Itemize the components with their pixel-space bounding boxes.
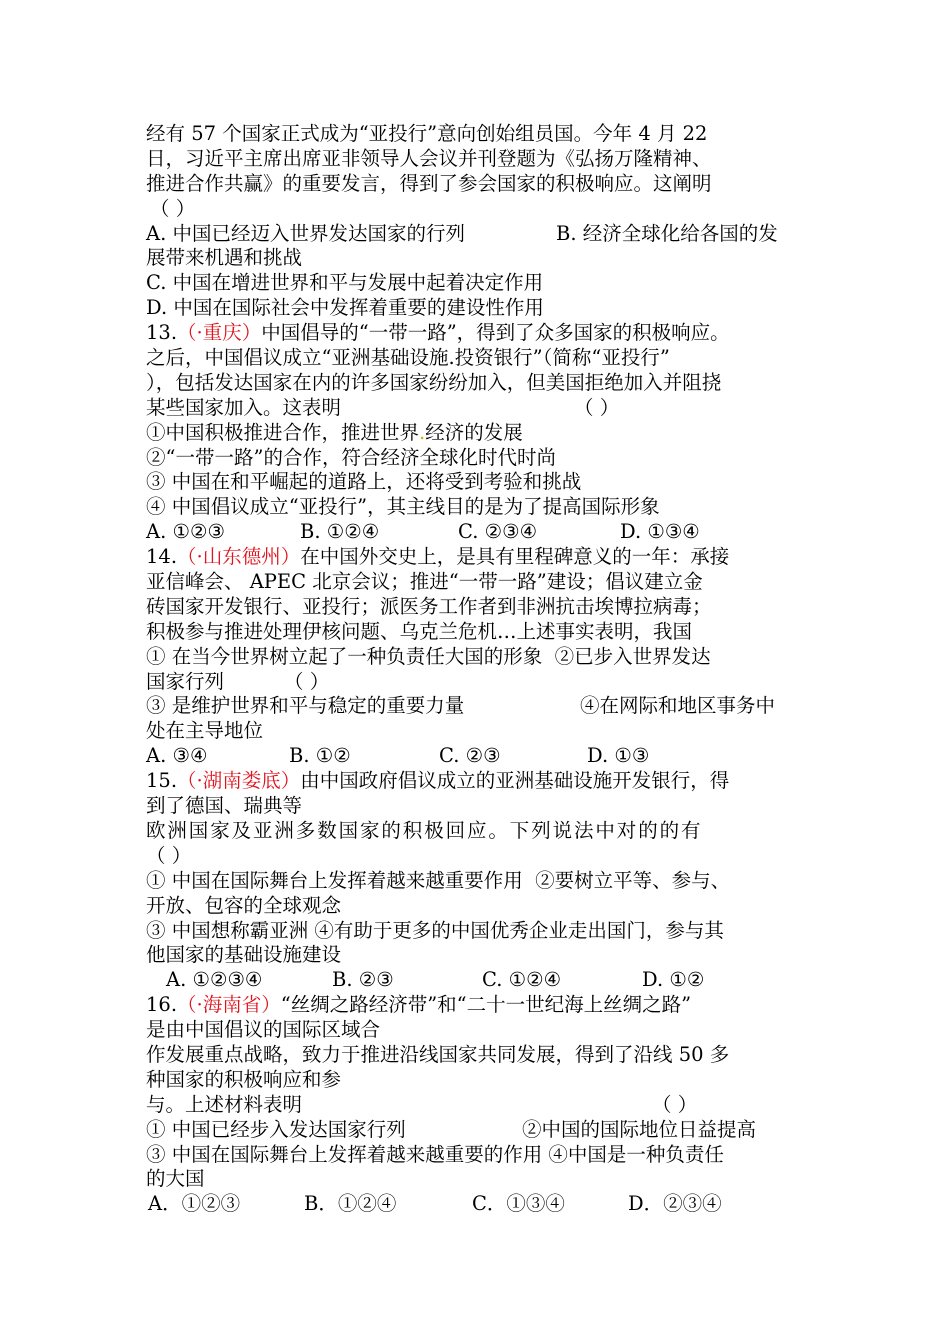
intro-line: 推进合作共赢》的重要发言，得到了参会国家的积极响应。这阐明 [146, 171, 712, 195]
choice-a: A. ①②③ [146, 520, 225, 544]
question-number: 13. [146, 321, 178, 345]
option-row [146, 222, 816, 247]
answer-paren: （ ） [574, 395, 620, 419]
statement-3: ③ 是维护世界和平与稳定的重要力量 [146, 694, 465, 718]
statement-3: ③ 中国在国际舞台上发挥着越来越重要的作用 [146, 1142, 543, 1166]
answer-paren: （ ） [652, 1092, 698, 1116]
choice-c: C. ②③ [439, 744, 501, 768]
choice-d: D. ①② [642, 968, 705, 992]
choice-c: C．①③④ [472, 1192, 565, 1216]
choice-b: B. ①② [289, 744, 351, 768]
option-a: A. 中国已经迈入世界发达国家的行列 [146, 221, 465, 245]
question-16-stem [146, 993, 816, 1018]
choice-a: A．①②③ [148, 1192, 241, 1216]
statement-2: ②“一带一路”的合作，符合经济全球化时代时尚 [146, 445, 556, 469]
question-text-line: 种国家的积极响应和参 [146, 1067, 342, 1091]
question-text-line [146, 396, 816, 421]
choice-b: B. ①②④ [300, 520, 380, 544]
answer-paren-text: （ ） [150, 196, 196, 220]
question-text: 某些国家加入。这表明 [146, 395, 342, 419]
answer-paren: （ ） [146, 843, 192, 867]
choice-c: C. ②③④ [458, 520, 538, 544]
statement-2-cont: 开放、包容的全球观念 [146, 893, 342, 917]
question-text-line: 是由中国倡议的国际区域合 [146, 1018, 381, 1042]
choice-row [146, 520, 816, 545]
statement-4-cont: 的大国 [146, 1167, 205, 1191]
intro-line: 日，习近平主席出席亚非领导人会议并刊登题为《弘扬万隆精神、 [146, 146, 712, 170]
question-source: （·湖南娄底） [177, 769, 301, 793]
statement-row [146, 645, 816, 670]
option-d: D. 中国在国际社会中发挥着重要的建设性作用 [146, 296, 544, 320]
question-text: 在中国外交史上，是具有里程碑意义的一年：承接 [300, 545, 730, 569]
choice-c: C. ①②④ [482, 968, 562, 992]
statement-4: ④在网际和地区事务中 [580, 694, 776, 718]
choice-d: D．②③④ [628, 1192, 722, 1216]
choice-row [146, 1192, 816, 1217]
statement-row [146, 1118, 816, 1143]
statement-text: 经济的发展 [425, 420, 523, 444]
question-text-line: 欧洲国家及亚洲多数国家的积极回应。下列说法中对的的有 [146, 818, 703, 842]
statement-2-cont: 国家行列 [146, 669, 225, 693]
question-text-line: 到了德国、瑞典等 [146, 794, 303, 818]
question-text-line: 积极参与推进处理伊核问题、乌克兰危机…上述事实表明，我国 [146, 619, 693, 643]
statement-row [146, 694, 816, 719]
statement-dot: . [419, 420, 426, 444]
statement-1: ① 中国在国际舞台上发挥着越来越重要作用 [146, 868, 523, 892]
question-text-line: ），包括发达国家在内的许多国家纷纷加入，但美国拒绝加入并阻挠 [146, 370, 722, 394]
statement-2: ②已步入世界发达 [554, 644, 711, 668]
statement-4-cont: 他国家的基础设施建设 [146, 943, 342, 967]
question-number: 14. [146, 545, 178, 569]
statement-1 [146, 421, 816, 446]
answer-paren [146, 197, 816, 222]
choice-a: A. ③④ [146, 744, 208, 768]
option-b-cont: 展带来机遇和挑战 [146, 246, 303, 270]
question-content [146, 122, 816, 1217]
statement-row [146, 1143, 816, 1168]
question-source: （·海南省） [177, 993, 281, 1017]
statement-2: ②要树立平等、参与、 [535, 868, 731, 892]
statement-3: ③ 中国想称霸亚洲 [146, 918, 309, 942]
choice-d: D. ①③ [587, 744, 650, 768]
statement-4: ④ 中国倡议成立“亚投行”，其主线目的是为了提高国际形象 [146, 495, 660, 519]
question-text: 由中国政府倡议成立的亚洲基础设施开发银行，得 [300, 769, 730, 793]
choice-d: D. ①③④ [620, 520, 700, 544]
choice-a: A. ①②③④ [166, 968, 263, 992]
statement-2: ②中国的国际地位日益提高 [522, 1117, 757, 1141]
question-text: 中国倡导的“一带一路”，得到了众多国家的积极响应。 [261, 321, 730, 345]
option-c: C. 中国在增进世界和平与发展中起着决定作用 [146, 271, 544, 295]
question-number: 16. [146, 993, 178, 1017]
question-source: （·重庆） [177, 321, 262, 345]
question-number: 15. [146, 769, 178, 793]
statement-3: ③ 中国在和平崛起的道路上，还将受到考验和挑战 [146, 470, 582, 494]
question-text-line [146, 1093, 816, 1118]
statement-text: ①中国积极推进合作，推进世界 [146, 420, 420, 444]
question-text: 与。上述材料表明 [146, 1092, 303, 1116]
question-14-stem [146, 545, 816, 570]
intro-line: 经有 57 个国家正式成为“亚投行”意向创始组员国。今年 4 月 22 [146, 122, 708, 145]
statement-row [146, 670, 816, 695]
statement-4: ④中国是一种负责任 [548, 1142, 724, 1166]
statement-4: ④有助于更多的中国优秀企业走出国门，参与其 [314, 918, 724, 942]
statement-1: ① 中国已经步入发达国家行列 [146, 1117, 406, 1141]
answer-paren: （ ） [284, 669, 330, 693]
statement-row [146, 919, 816, 944]
question-source: （·山东德州） [177, 545, 301, 569]
choice-b: B. ②③ [332, 968, 394, 992]
question-text-line: 砖国家开发银行、亚投行；派医务工作者到非洲抗击埃博拉病毒； [146, 594, 712, 618]
question-text: “丝绸之路经济带”和“二十一世纪海上丝绸之路” [280, 993, 692, 1017]
choice-b: B．①②④ [304, 1192, 397, 1216]
question-text-line: 作发展重点战略，致力于推进沿线国家共同发展，得到了沿线 50 多 [146, 1042, 730, 1066]
question-13-stem [146, 321, 816, 346]
question-text-line: 之后，中国倡议成立“亚洲基础设施.投资银行”（简称“亚投行” [146, 346, 670, 370]
choice-row [146, 744, 816, 769]
statement-1: ① 在当今世界树立起了一种负责任大国的形象 [146, 644, 543, 668]
statement-row [146, 869, 816, 894]
question-15-stem [146, 769, 816, 794]
option-b: B. 经济全球化给各国的发 [556, 221, 778, 245]
statement-4-cont: 处在主导地位 [146, 719, 264, 743]
question-text-line: 亚信峰会、 APEC 北京会议；推进“一带一路”建设；倡议建立金 [146, 570, 703, 594]
choice-row [146, 968, 816, 993]
